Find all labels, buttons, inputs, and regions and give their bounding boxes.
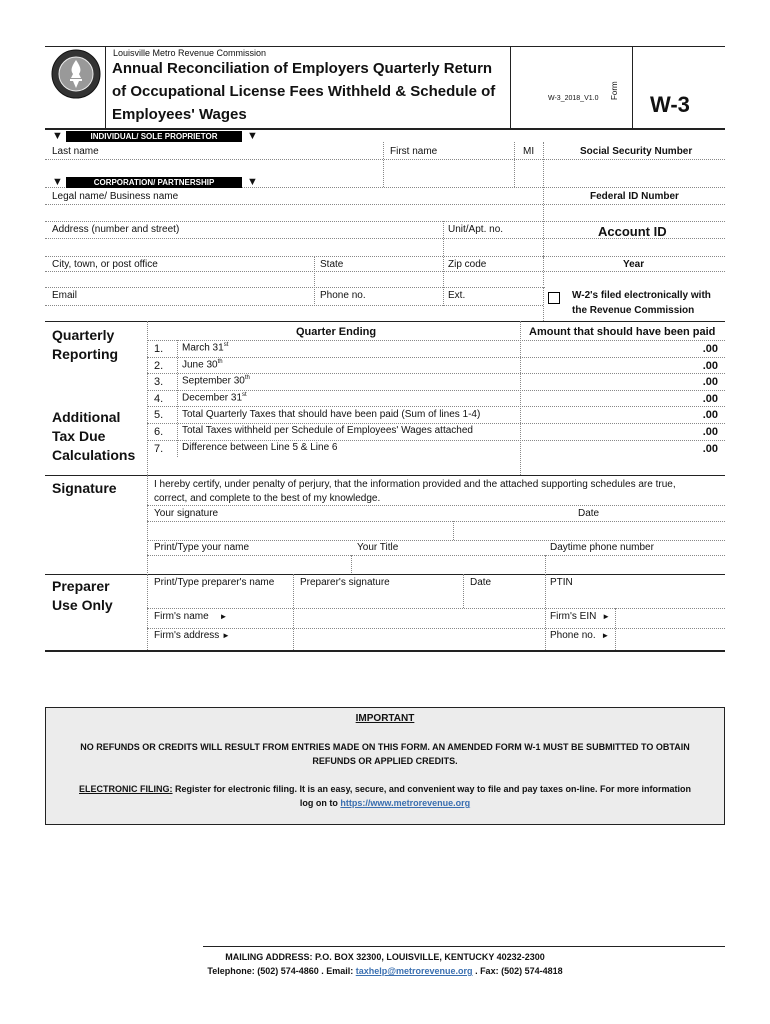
preparer-section-title: Preparer Use Only [52,578,113,613]
form-word-vertical: Form [610,81,619,100]
year-field[interactable] [544,272,725,285]
state-field[interactable] [315,272,442,287]
print-name-field[interactable] [148,556,350,574]
preparer-signature-field[interactable] [294,590,462,607]
form-title-line3: Employees' Wages [112,106,247,123]
ptin-label: PTIN [550,577,573,588]
daytime-phone-field[interactable] [546,556,725,574]
down-triangle-icon: ▼ [52,130,63,142]
right-arrow-icon: ► [222,631,230,640]
amount-field[interactable]: .00 [702,376,718,388]
quarter-ending-header: Quarter Ending [296,326,377,338]
quarterly-section-title: Quarterly Reporting [52,327,119,362]
phone-label: Phone no. [320,290,366,301]
ssn-field[interactable] [544,160,725,187]
firm-name-label: Firm's name ► [154,611,228,622]
quarter-label: September 30th [182,375,250,387]
state-label: State [320,259,344,270]
amount-field[interactable]: .00 [702,393,718,405]
w2-electronic-checkbox[interactable] [548,292,560,304]
line-number: 4. [154,393,164,405]
electronic-filing-label: ELECTRONIC FILING: [79,784,173,794]
your-signature-field[interactable] [148,522,452,539]
your-signature-label: Your signature [154,508,219,519]
agency-name: Louisville Metro Revenue Commission [113,48,267,58]
contact-line: Telephone: (502) 574-4860 . Email: taxhelp@metrorevenue.org . Fax: (502) 574-4818 [207,966,563,976]
no-refunds-line2: REFUNDS OR APPLIED CREDITS. [312,756,458,766]
preparer-date-field[interactable] [464,590,544,607]
no-refunds-line1: NO REFUNDS OR CREDITS WILL RESULT FROM ENTRIES MADE ON THIS FORM. AN AMENDED FORM W-1 MUST BE SUBMITTED TO OBTAIN [80,742,690,752]
line-number: 2. [154,360,164,372]
ext-field[interactable] [444,306,542,320]
preparer-date-label: Date [470,577,492,588]
individual-bar: INDIVIDUAL/ SOLE PROPRIETOR [66,131,242,142]
form-version: W-3_2018_V1.0 [548,95,599,102]
ext-label: Ext. [448,290,466,301]
unit-label: Unit/Apt. no. [448,224,504,235]
firm-address-field[interactable] [294,629,544,649]
year-label: Year [623,259,645,270]
important-box [45,707,725,825]
account-id-field[interactable] [544,241,725,256]
line-number: 7. [154,443,164,455]
form-title-line2: of Occupational License Fees Withheld & Schedule of [112,83,496,100]
first-name-field[interactable] [384,160,514,187]
amount-field[interactable]: .00 [702,426,718,438]
signature-section-title: Signature [52,480,117,496]
form-code: W-3 [650,92,690,117]
right-arrow-icon: ► [602,612,611,621]
mi-label: MI [523,146,535,157]
ssn-label: Social Security Number [580,146,693,157]
signature-date-field[interactable] [454,522,725,539]
email-field[interactable] [45,306,313,320]
last-name-label: Last name [52,146,99,157]
amount-field[interactable]: .00 [702,360,718,372]
down-triangle-icon: ▼ [247,130,258,142]
email-label: Email [52,290,78,301]
legal-name-label: Legal name/ Business name [52,191,179,202]
your-title-label: Your Title [357,542,399,553]
important-heading: IMPORTANT [355,713,415,724]
certification-text-line2: correct, and complete to the best of my knowledge. [154,493,381,504]
down-triangle-icon: ▼ [52,176,63,188]
preparer-name-field[interactable] [148,590,292,607]
zip-label: Zip code [448,259,487,270]
line-number: 3. [154,376,164,388]
first-name-label: First name [390,146,438,157]
mi-field[interactable] [515,160,543,187]
line-number: 6. [154,426,164,438]
line-number: 5. [154,409,164,421]
daytime-phone-label: Daytime phone number [550,542,654,553]
electronic-filing-line1: ELECTRONIC FILING: Register for electronic filing. It is an easy, secure, and convenient way to file and pay taxes on-line. For more information [79,784,691,794]
firm-address-label: Firm's address ► [154,630,230,641]
quarter-label: June 30th [182,359,223,371]
calc-label: Difference between Line 5 & Line 6 [182,442,338,453]
down-triangle-icon: ▼ [247,176,258,188]
firm-phone-label: Phone no. ► [550,630,610,641]
certification-text-line1: I hereby certify, under penalty of perjury, that the information provided and the attached supporting schedules are true, [154,479,676,490]
legal-name-field[interactable] [45,205,542,221]
form-title-line1: Annual Reconciliation of Employers Quarterly Return [112,60,493,77]
date-label: Date [578,508,600,519]
amount-field[interactable]: .00 [702,409,718,421]
right-arrow-icon: ► [601,631,610,640]
fein-label: Federal ID Number [590,191,679,202]
your-title-field[interactable] [352,556,544,574]
unit-field[interactable] [444,239,542,256]
metrorevenue-link[interactable]: https://www.metrorevenue.org [340,798,471,808]
ptin-field[interactable] [546,590,725,607]
corporation-bar: CORPORATION/ PARTNERSHIP [66,177,242,188]
account-id-label: Account ID [598,224,667,239]
firm-phone-field[interactable] [616,629,725,649]
electronic-filing-line2: log on to https://www.metrorevenue.org [299,798,471,808]
city-label: City, town, or post office [52,259,158,270]
print-name-label: Print/Type your name [154,542,250,553]
city-field[interactable] [45,272,313,287]
firm-ein-label: Firm's EIN ► [550,611,611,622]
zip-field[interactable] [444,272,542,287]
calc-label: Total Taxes withheld per Schedule of Employees' Wages attached [182,425,473,436]
quarter-label: March 31st [182,342,229,354]
calc-label: Total Quarterly Taxes that should have been paid (Sum of lines 1-4) [182,409,481,420]
additional-section-title: Additional Tax Due Calculations [52,409,136,463]
preparer-signature-label: Preparer's signature [300,577,390,588]
email-link[interactable]: taxhelp@metrorevenue.org [355,966,473,976]
firm-ein-field[interactable] [616,609,725,627]
mailing-address: MAILING ADDRESS: P.O. BOX 32300, LOUISVILLE, KENTUCKY 40232-2300 [225,952,545,962]
firm-name-field[interactable] [294,609,544,627]
amount-field[interactable]: .00 [702,343,718,355]
right-arrow-icon: ► [219,612,228,621]
preparer-name-label: Print/Type preparer's name [154,577,275,588]
amount-field[interactable]: .00 [702,443,718,455]
phone-field[interactable] [315,306,442,320]
w2-label-line1: W-2's filed electronically with [572,290,711,301]
amount-header: Amount that should have been paid [529,326,716,338]
louisville-seal-logo [50,48,102,100]
street-field[interactable] [45,239,442,256]
w2-label-line2: the Revenue Commission [572,305,695,316]
fein-field[interactable] [544,205,725,221]
line-number: 1. [154,343,164,355]
street-label: Address (number and street) [52,224,180,235]
quarter-label: December 31st [182,392,247,404]
